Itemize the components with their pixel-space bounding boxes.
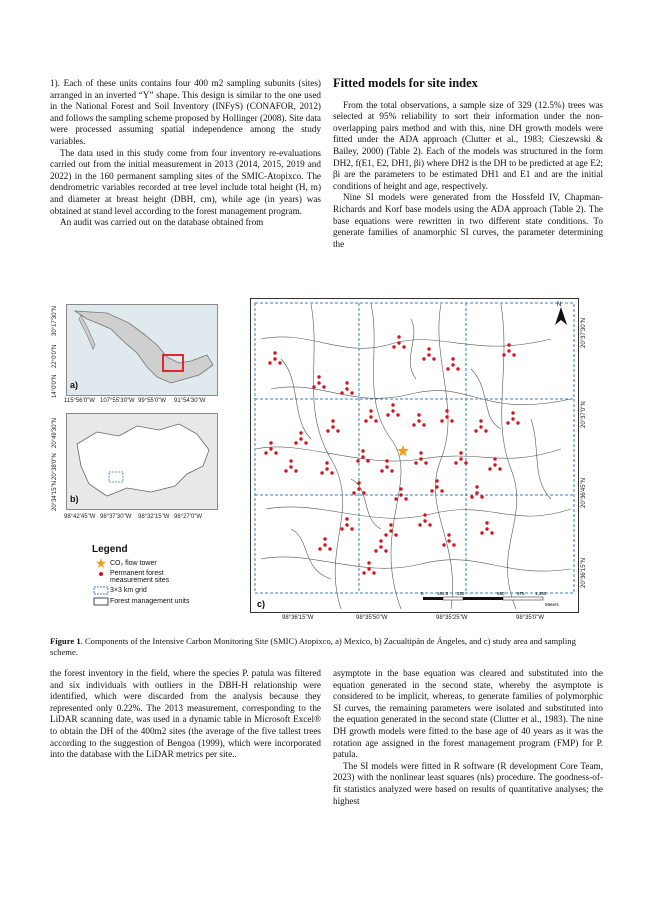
site-dot — [516, 421, 519, 424]
site-dot — [356, 459, 359, 462]
site-dot — [488, 467, 491, 470]
site-dot — [440, 489, 443, 492]
site-dot — [419, 457, 422, 460]
site-dot — [480, 531, 483, 534]
legend-label: Permanent forest measurement sites — [110, 570, 170, 584]
site-dot — [385, 459, 388, 462]
site-dot — [384, 533, 387, 536]
paragraph: 1). Each of these units contains four 400 m2 sampling subunits (sites) arranged in an inverted “Y” shape. This design is similar to the one used in the National Forest and Soil Inventory (INFyS) (CONAFOR, 2012) and follows the sampling scheme proposed by Hollinger (2008). Site data were processed assuming spatial independence among the study variables. — [50, 78, 321, 146]
site-dot — [367, 567, 370, 570]
site-dot — [417, 413, 420, 416]
site-dot — [389, 529, 392, 532]
site-dot — [412, 423, 415, 426]
lon-label: 98°42'45"W — [64, 514, 96, 520]
lon-label: 98°32'15"W — [138, 514, 170, 520]
site-dot — [269, 441, 272, 444]
site-dot — [417, 419, 420, 422]
site-dot — [511, 417, 514, 420]
site-dot — [352, 491, 355, 494]
scale-unit: Meters — [545, 602, 559, 607]
study-area-map-canvas — [251, 299, 578, 612]
north-arrow — [555, 307, 567, 325]
site-dot — [336, 429, 339, 432]
site-dot — [507, 349, 510, 352]
scale-bar — [423, 597, 543, 600]
north-label: N — [557, 302, 562, 308]
site-dot — [372, 571, 375, 574]
site-dot — [345, 517, 348, 520]
paragraph: From the total observations, a sample size of 329 (12.5%) trees was selected at 95% reliability to sort their information under the non-overlapping pairs method and with this, nine DH growth models were fitted under the ADA approach (Clutter et al., 1983; Cieszewski & Bailey, 2000) (Table 2). Each of the models was structured in the form DH2, f(E1, E2, DH1, βi) where DH2 is the DH to be predicted at age E2; βi are the parameters to be estimated DH1 and E1 and are the initial conditions of height and age, respectively. — [333, 99, 603, 191]
site-dot — [317, 375, 320, 378]
site-dot — [385, 465, 388, 468]
panel-letter-c: c) — [257, 599, 266, 609]
paragraph: An audit was carried out on the database obtained from — [60, 217, 264, 228]
site-dot — [362, 571, 365, 574]
scale-label: 1,300 — [535, 591, 547, 596]
site-dot — [326, 429, 329, 432]
paragraph: asymptote in the base equation was cleared and substituted into the equation generated in the second state, whereby the asymptote is considered to be implicit, whereas, to generate families of polymorphic SI curves, the remaining parameters were isolated and substituted into the equation generated in the second state (Clutter et al., 1983). The nine DH growth models were fitted to the base age of 40 years as it was the rotation age assigned in the forest management program (FMP) for P. patula. — [333, 668, 603, 760]
site-dot — [390, 469, 393, 472]
section-heading: Fitted models for site index — [333, 76, 478, 90]
site-dot — [422, 423, 425, 426]
management-unit-lines — [256, 304, 571, 609]
site-dot — [389, 523, 392, 526]
site-dot — [422, 357, 425, 360]
site-dot — [366, 459, 369, 462]
caption-text: . Components of the Intensive Carbon Monitoring Site (SMIC) Atopixco, a) Mexico, b) Zacualtipán de Ángeles, and c) study area and sampling scheme. — [50, 636, 576, 657]
site-dot — [289, 465, 292, 468]
site-dot — [264, 451, 267, 454]
left-column-bottom — [50, 668, 321, 761]
site-dot — [380, 469, 383, 472]
lat-label: 20°37'30"N — [581, 317, 587, 348]
lat-label: 14°0'0"N — [52, 374, 58, 398]
site-dot — [445, 409, 448, 412]
site-dot — [447, 539, 450, 542]
site-dot — [485, 527, 488, 530]
site-dot — [350, 527, 353, 530]
site-dot — [345, 381, 348, 384]
legend-label: CO₂ flow tower — [110, 559, 157, 567]
site-dot — [484, 429, 487, 432]
site-dot — [386, 413, 389, 416]
site-dot — [454, 461, 457, 464]
site-dot — [278, 361, 281, 364]
site-dot — [474, 429, 477, 432]
lon-label: 98°35'25"W — [436, 615, 468, 621]
site-dot — [479, 425, 482, 428]
site-dot — [320, 471, 323, 474]
left-column-top — [50, 78, 321, 229]
site-dot — [418, 523, 421, 526]
site-dot — [423, 519, 426, 522]
site-dot — [424, 461, 427, 464]
site-dot — [325, 461, 328, 464]
site-dot — [447, 533, 450, 536]
site-dot — [490, 531, 493, 534]
site-dot — [498, 467, 501, 470]
site-dot — [427, 347, 430, 350]
panel-letter-b: b) — [70, 494, 79, 504]
site-dot — [396, 413, 399, 416]
site-dot — [374, 549, 377, 552]
legend-item — [92, 570, 262, 584]
lon-label: 98°27'0"W — [174, 514, 203, 520]
site-dot — [317, 381, 320, 384]
site-dot — [330, 471, 333, 474]
site-dot — [475, 491, 478, 494]
site-dot — [464, 461, 467, 464]
site-dot — [323, 537, 326, 540]
site-dot — [414, 461, 417, 464]
municipality-shape — [67, 414, 217, 509]
site-dot — [479, 419, 482, 422]
site-dot — [384, 549, 387, 552]
site-dot — [459, 451, 462, 454]
lat-label: 20°36'45"N — [581, 477, 587, 508]
site-dot — [459, 457, 462, 460]
site-dot — [299, 431, 302, 434]
site-dot — [379, 539, 382, 542]
site-dot — [435, 485, 438, 488]
lon-label: 91°54'30"W — [174, 398, 206, 404]
panel-a-mexico-map — [66, 304, 218, 396]
site-dot — [340, 391, 343, 394]
lon-label: 98°35'0"W — [516, 615, 545, 621]
site-dot — [394, 497, 397, 500]
lat-label: 20°34'15"N — [52, 480, 58, 511]
site-dot — [440, 419, 443, 422]
site-dot — [345, 387, 348, 390]
lat-label: 20°38'0"N — [52, 453, 58, 480]
site-dot — [456, 367, 459, 370]
star-icon — [96, 558, 106, 568]
site-dot — [367, 561, 370, 564]
paragraph: the forest inventory in the field, where the species P. patula was filtered and six individuals with outliers in the DBH-H relationship were identified, which were discarded from the analysis because they represented only 0.22%. The 2013 measurement, corresponding to the LiDAR scanning date, was used in a dynamic table in Microsoft Excel® to obtain the DH of the 400m2 sites (the average of the five tallest trees according to the suggestion of Bengoa (1999), which were incorporated into the database with the LiDAR metrics per site.. — [50, 668, 321, 760]
scale-label: 975 — [517, 591, 525, 596]
site-dot — [493, 463, 496, 466]
site-dot — [294, 441, 297, 444]
site-dot — [269, 447, 272, 450]
panel-b-zacualtipan-map — [66, 413, 218, 510]
lon-label: 115°56'0"W — [64, 398, 95, 404]
site-dot — [357, 481, 360, 484]
site-dot — [445, 415, 448, 418]
site-dot — [442, 543, 445, 546]
panel-letter-a: a) — [70, 380, 79, 390]
legend-label: 3×3 km grid — [110, 587, 147, 594]
figure-caption — [50, 636, 603, 658]
site-dot — [394, 533, 397, 536]
lat-label: 30°17'30"N — [52, 305, 58, 336]
site-dot — [369, 415, 372, 418]
site-dot — [357, 487, 360, 490]
paragraph: The data used in this study come from four inventory re-evaluations carried out from the initial measurement in 2013 (2014, 2015, 2019 and 2022) in the 160 permanent sampling sites of the SMIC-Atopixco. The dendrometric variables recorded at tree level include total height (H, m) and diameter at breast height (DBH, cm), while age (in years) was obtained at stand level according to the forest management program. — [50, 147, 321, 216]
site-dot — [397, 341, 400, 344]
lat-label: 20°36'15"N — [581, 557, 587, 588]
site-dot — [374, 419, 377, 422]
site-dot — [362, 491, 365, 494]
panel-c-study-area-map — [250, 298, 579, 613]
site-dot — [502, 353, 505, 356]
site-dot — [507, 343, 510, 346]
site-dot — [427, 353, 430, 356]
site-dot — [350, 391, 353, 394]
right-column-top — [333, 78, 603, 250]
site-dot — [299, 437, 302, 440]
legend-item — [92, 586, 262, 595]
site-dot — [397, 335, 400, 338]
figure-legend — [92, 544, 262, 608]
paragraph: The SI models were fitted in R software (R development Core Team, 2023) with the nonlinear least squares (nls) procedure. The goodness-of-fit statistics analyzed were based on results of quantitative analyses; the highest — [333, 760, 603, 806]
site-dot — [402, 345, 405, 348]
site-dot — [331, 425, 334, 428]
site-dot — [399, 487, 402, 490]
site-dot — [392, 345, 395, 348]
site-dot — [312, 385, 315, 388]
site-dot — [399, 493, 402, 496]
management-unit-icon — [93, 597, 109, 606]
site-dot — [475, 485, 478, 488]
site-dot — [364, 419, 367, 422]
site-dot — [294, 469, 297, 472]
site-dot — [289, 459, 292, 462]
scale-label: 162.5 — [437, 591, 449, 596]
grid-lines — [255, 303, 574, 593]
site-dot — [361, 455, 364, 458]
site-dot — [391, 403, 394, 406]
site-dot — [323, 543, 326, 546]
site-dot — [391, 409, 394, 412]
site-dot — [268, 361, 271, 364]
lat-label: 20°37'0"N — [581, 401, 587, 428]
scale-label: 650 — [497, 591, 505, 596]
site-dot — [493, 457, 496, 460]
site-dot — [340, 527, 343, 530]
site-dot — [423, 513, 426, 516]
lon-label: 98°36'15"W — [282, 615, 314, 621]
site-dot — [404, 497, 407, 500]
site-dot — [451, 363, 454, 366]
site-dot — [322, 385, 325, 388]
lon-label: 99°55'0"W — [138, 398, 167, 404]
site-dot — [446, 367, 449, 370]
legend-item — [92, 558, 262, 568]
site-dot — [428, 523, 431, 526]
legend-title: Legend — [92, 544, 128, 555]
site-dot — [273, 351, 276, 354]
scale-label: 325 — [457, 591, 465, 596]
scale-label: 0 — [421, 591, 424, 596]
site-dot — [361, 449, 364, 452]
figure-1 — [50, 298, 603, 628]
site-dot — [506, 421, 509, 424]
lat-label: 22°0'0"N — [52, 344, 58, 368]
legend-item — [92, 597, 262, 606]
site-dot — [419, 451, 422, 454]
site-dot — [318, 547, 321, 550]
site-dot — [345, 523, 348, 526]
caption-label: Figure 1 — [50, 636, 81, 646]
site-dot — [331, 419, 334, 422]
site-dot — [450, 419, 453, 422]
site-dot — [432, 357, 435, 360]
site-dot — [470, 495, 473, 498]
paragraph: Nine SI models were generated from the Hossfeld IV, Chapman-Richards and Korf base models using the ADA approach (Table 2). The base equations were rewritten in two different state conditions. To generate families of anamorphic SI curves, the parameter determining the — [333, 192, 603, 249]
site-dot — [274, 451, 277, 454]
site-dot — [379, 545, 382, 548]
lon-label: 107°55'30"W — [100, 398, 135, 404]
site-dot — [304, 441, 307, 444]
site-dot — [435, 479, 438, 482]
lat-label: 20°49'30"N — [52, 417, 58, 448]
dot-icon — [97, 570, 105, 580]
site-dot — [451, 357, 454, 360]
site-dot — [452, 543, 455, 546]
site-dot — [284, 469, 287, 472]
lon-label: 98°35'50"W — [356, 615, 388, 621]
mexico-shape — [67, 305, 217, 395]
lon-label: 98°37'30"W — [100, 514, 132, 520]
site-dot — [512, 353, 515, 356]
legend-label: Forest management units — [110, 598, 190, 605]
site-dot — [328, 547, 331, 550]
site-dot — [430, 489, 433, 492]
site-dot — [369, 409, 372, 412]
right-column-bottom — [333, 668, 603, 807]
site-dot — [480, 495, 483, 498]
site-dot — [485, 521, 488, 524]
site-dot — [273, 357, 276, 360]
grid-icon — [93, 586, 109, 595]
site-dot — [325, 467, 328, 470]
site-dot — [511, 411, 514, 414]
